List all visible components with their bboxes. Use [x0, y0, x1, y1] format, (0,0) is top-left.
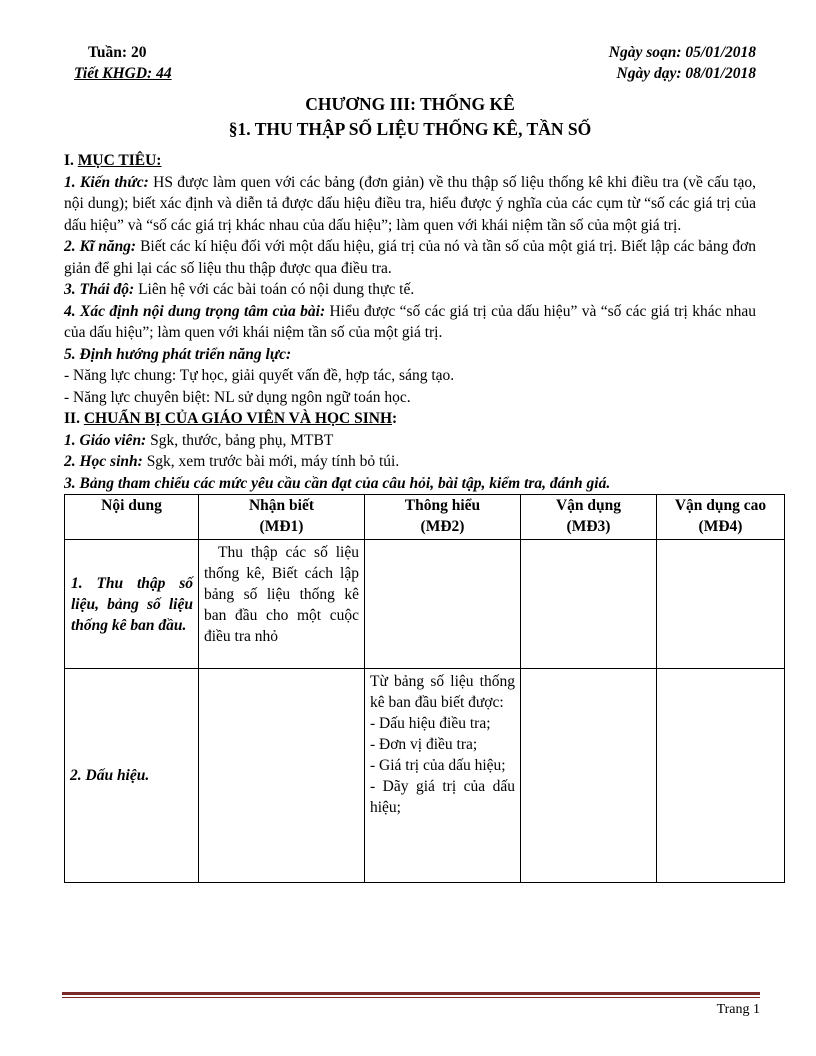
md2-line: - Giá trị của dấu hiệu;	[370, 757, 506, 774]
header-md4	[657, 495, 785, 540]
md2-line: Từ bảng số liệu thống kê ban đầu biết được:	[370, 673, 515, 711]
item-label: 3. Thái độ:	[64, 281, 135, 298]
row-md2-cell	[365, 669, 521, 883]
chapter-title: CHƯƠNG III: THỐNG KÊ	[305, 94, 515, 114]
item-label: 3. Bảng tham chiếu các mức yêu cầu cần đạt của câu hỏi, bài tập, kiểm tra, đánh giá.	[64, 474, 611, 492]
header-code: (MĐ4)	[698, 518, 743, 535]
prep-date: Ngày soạn: 05/01/2018	[608, 44, 756, 61]
row-content-cell: 1. Thu thập số liệu, bảng số liệu thống kê ban đầu.	[65, 540, 199, 669]
week-label: Tuần: 20	[88, 44, 147, 61]
section-heading-text: MỤC TIÊU:	[77, 152, 162, 169]
objective-focus	[64, 301, 756, 344]
item-text: Hiểu được “số các giá trị của dấu hiệu” và “số các giá trị khác nhau của dấu hiệu”; làm quen với khái niệm tần số của một giá trị.	[64, 302, 756, 341]
objective-skills	[64, 236, 756, 279]
item-text: Sgk, thước, bảng phụ, MTBT	[146, 431, 334, 449]
header-text: Vận dụng	[555, 497, 622, 514]
header-code: (MĐ3)	[566, 518, 611, 535]
row-md4-cell	[657, 540, 785, 669]
section-heading-suffix: :	[392, 410, 398, 427]
row-md2-cell	[365, 540, 521, 669]
md2-line: - Dãy giá trị của dấu hiệu;	[370, 778, 515, 816]
competency-specific: - Năng lực chuyên biệt: NL sử dụng ngôn ngữ toán học.	[64, 388, 411, 406]
row-content-cell: 2. Dấu hiệu.	[65, 669, 199, 883]
table-row	[65, 540, 785, 669]
period-label: Tiết KHGD: 44	[74, 65, 172, 82]
item-label: 5. Định hướng phát triển năng lực:	[64, 345, 292, 363]
row-md3-cell	[521, 540, 657, 669]
prep-student	[64, 451, 756, 473]
header-code: (MĐ2)	[420, 518, 465, 535]
lesson-title: §1. THU THẬP SỐ LIỆU THỐNG KÊ, TẦN SỐ	[228, 119, 592, 139]
section-number: I.	[64, 152, 78, 169]
document-header	[64, 42, 756, 86]
table-header-row	[65, 495, 785, 540]
section-preparation-heading	[64, 408, 756, 430]
header-text: Nội dung	[101, 497, 162, 514]
item-label: 2. Kĩ năng:	[64, 238, 137, 255]
row-md1-cell	[199, 669, 365, 883]
competency-general: - Năng lực chung: Tự học, giải quyết vấn đề, hợp tác, sáng tạo.	[64, 367, 455, 384]
item-label: 1. Kiến thức:	[64, 173, 149, 191]
section-objectives-heading	[64, 150, 756, 172]
objective-attitude	[64, 279, 756, 301]
section-number: II.	[64, 410, 84, 427]
reference-table	[64, 494, 785, 883]
section-heading-text: CHUẨN BỊ CỦA GIÁO VIÊN VÀ HỌC SINH	[83, 410, 393, 427]
md2-line: - Đơn vị điều tra;	[370, 736, 478, 753]
row-md3-cell	[521, 669, 657, 883]
header-md1	[199, 495, 365, 540]
teach-date: Ngày dạy: 08/01/2018	[616, 65, 756, 82]
table-row	[65, 669, 785, 883]
row-md4-cell	[657, 669, 785, 883]
objective-competency	[64, 344, 756, 366]
objective-knowledge	[64, 172, 756, 237]
item-text: Biết các kí hiệu đối với một dấu hiệu, giá trị của nó và tần số của một giá trị. Biết lập các bảng đơn giản để ghi lại các số liệu thu thập được qua điều tra.	[64, 238, 756, 277]
item-text: HS được làm quen với các bảng (đơn giản) về thu thập số liệu thống kê khi điều tra (về cấu tạo, nội dung); biết xác định và diễn tả được dấu hiệu điều tra, hiểu được ý nghĩa của các cụm từ “số các giá trị của dấu hiệu” và “số các giá trị khác nhau của dấu hiệu”; làm quen với khái niệm tần số của một giá trị.	[64, 173, 756, 234]
item-text: Liên hệ với các bài toán có nội dung thực tế.	[134, 281, 415, 298]
item-label: 2. Học sinh:	[64, 453, 143, 470]
header-content	[65, 495, 199, 540]
prep-teacher	[64, 430, 756, 452]
header-md3	[521, 495, 657, 540]
page-number: Trang 1	[716, 1002, 760, 1017]
row-md1-cell: Thu thập các số liệu thống kê, Biết cách lập bảng số liệu thống kê ban đầu cho một cuộc điều tra nhỏ	[199, 540, 365, 669]
footer-rule-thick	[62, 992, 760, 995]
header-text: Vận dụng cao	[674, 497, 767, 514]
header-text: Thông hiểu	[404, 497, 481, 514]
header-code: (MĐ1)	[259, 518, 304, 535]
item-text: Sgk, xem trước bài mới, máy tính bỏ túi.	[142, 453, 400, 470]
item-label: 4. Xác định nội dung trọng tâm của bài:	[64, 302, 326, 320]
item-label: 1. Giáo viên:	[64, 431, 147, 449]
header-text: Nhận biết	[248, 497, 315, 514]
prep-reference-table	[64, 473, 756, 495]
header-md2	[365, 495, 521, 540]
footer-rule-thin	[62, 997, 760, 998]
md2-line: - Dấu hiệu điều tra;	[370, 715, 491, 732]
document-page	[64, 42, 767, 883]
